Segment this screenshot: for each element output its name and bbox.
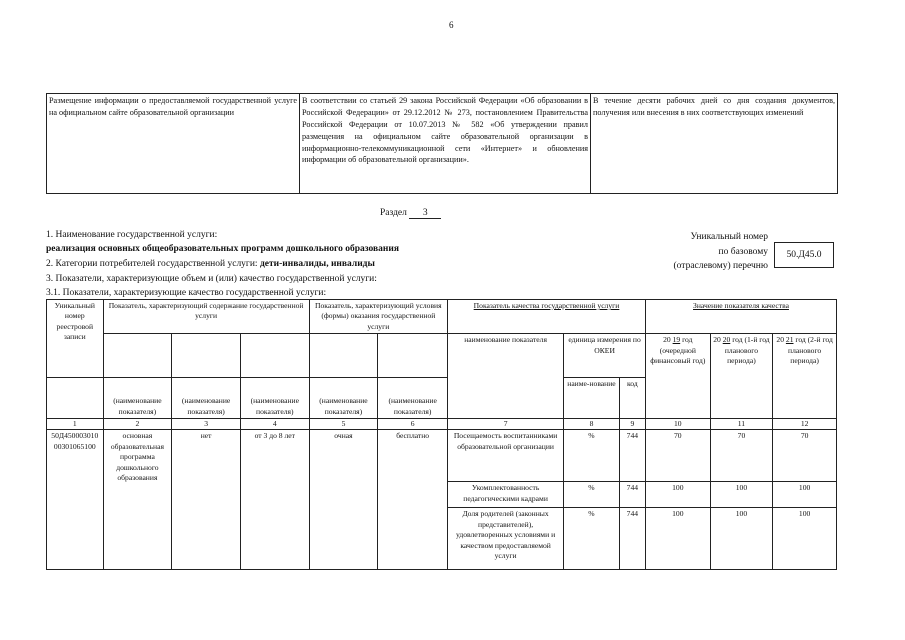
registry-code: 50Д450003010 00301065100 <box>47 430 104 570</box>
indicator-unit: % <box>564 482 620 508</box>
header-quality: Показатель качества государственной услуги <box>448 300 646 334</box>
column-index: 12 <box>773 419 837 430</box>
unique-number-box: 50.Д45.0 <box>774 242 834 268</box>
year1-value: 19 <box>672 335 681 345</box>
indicator-code: 744 <box>619 508 645 570</box>
indicator-code: 744 <box>619 482 645 508</box>
header-unique-number: Уникальный номер реестровой записи <box>47 300 104 378</box>
indicator-value-year-2: 100 <box>710 508 773 570</box>
indicator-value-year-1: 70 <box>645 430 710 482</box>
indicator-value-year-1: 100 <box>645 508 710 570</box>
header-year-1 <box>645 334 710 419</box>
header-conditions-name-2: (наименование показателя) <box>378 378 448 419</box>
column-index: 3 <box>172 419 241 430</box>
section-heading <box>380 208 441 219</box>
indicator-code: 744 <box>619 430 645 482</box>
year2-value: 20 <box>722 335 731 345</box>
column-index: 6 <box>378 419 448 430</box>
consumer-category-line <box>46 259 375 269</box>
year1-century: 20 <box>663 335 671 345</box>
header-value: Значение показателя качества <box>645 300 836 334</box>
header-year-3 <box>773 334 837 419</box>
column-index: 11 <box>710 419 773 430</box>
quality-table <box>46 299 837 570</box>
indicator-value-year-2: 100 <box>710 482 773 508</box>
header-row-1 <box>47 300 837 334</box>
age-value: от 3 до 8 лет <box>240 430 309 570</box>
indicator-unit: % <box>564 430 620 482</box>
section-label: Раздел <box>380 208 407 218</box>
quality-indicators-heading: 3.1. Показатели, характеризующие качество государственной услуги: <box>46 288 327 298</box>
service-name: реализация основных общеобразовательных программ дошкольного образования <box>46 244 399 254</box>
year2-caption: год (1-й год планового периода) <box>724 335 770 366</box>
column-index: 1 <box>47 419 104 430</box>
column-index: 7 <box>448 419 564 430</box>
indicator-value-year-3: 70 <box>773 430 837 482</box>
header-content-name-3: (наименование показателя) <box>240 378 309 419</box>
column-index-row <box>47 419 837 430</box>
header-year-2 <box>710 334 773 419</box>
table-row <box>47 430 837 482</box>
unique-number-line2: по базовому <box>718 246 768 257</box>
info-cell-method: Размещение информации о предоставляемой государственной услуге на официальном сайте образовательной организации <box>47 94 300 194</box>
unique-number-label <box>640 230 768 274</box>
service-name-label: 1. Наименование государственной услуги: <box>46 230 218 240</box>
column-index: 2 <box>103 419 172 430</box>
indicator-unit: % <box>564 508 620 570</box>
header-content: Показатель, характеризующий содержание государственной услуги <box>103 300 309 334</box>
indicator-name: Посещаемость воспитанниками образовательной организации <box>448 430 564 482</box>
header-unit-code: код <box>619 378 645 419</box>
indicator-value-year-2: 70 <box>710 430 773 482</box>
consumer-category-label: 2. Категории потребителей государственной услуги: <box>46 259 260 269</box>
info-cell-frequency: В течение десяти рабочих дней со дня создания документов, получения или внесения в них соответствующих изменений <box>591 94 838 194</box>
header-indicator-name: наименование показателя <box>448 334 564 419</box>
year2-century: 20 <box>713 335 721 345</box>
header-conditions-name-1: (наименование показателя) <box>309 378 378 419</box>
indicator-name: Укомплектованность педагогическими кадрами <box>448 482 564 508</box>
year1-caption: год (очередной финансовый год) <box>650 335 706 366</box>
header-row-2 <box>47 334 837 378</box>
header-conditions: Показатель, характеризующий условия (формы) оказания государственной услуги <box>309 300 447 334</box>
unique-number-line3: (отраслевому) перечню <box>673 261 768 271</box>
indicator-value-year-3: 100 <box>773 482 837 508</box>
program-name: основная образовательная программа дошкольного образования <box>103 430 172 570</box>
indicator-value-year-3: 100 <box>773 508 837 570</box>
info-table <box>46 93 838 194</box>
year3-century: 20 <box>776 335 784 345</box>
indicator-name: Доля родителей (законных представителей), удовлетворенных условиями и качеством предоставляемой услуги <box>448 508 564 570</box>
column-index: 5 <box>309 419 378 430</box>
indicator-value-year-1: 100 <box>645 482 710 508</box>
consumer-category-value: дети-инвалиды, инвалиды <box>259 259 375 269</box>
header-content-name-2: (наименование показателя) <box>172 378 241 419</box>
header-unit: единица измерения по ОКЕИ <box>564 334 646 378</box>
form-value: очная <box>309 430 378 570</box>
header-content-name-1: (наименование показателя) <box>103 378 172 419</box>
page-number: 6 <box>449 20 454 30</box>
column-index: 10 <box>645 419 710 430</box>
category-value: нет <box>172 430 241 570</box>
year3-value: 21 <box>785 335 794 345</box>
year3-caption: год (2-й год планового периода) <box>788 335 833 366</box>
header-unit-name: наиме-нование <box>564 378 620 419</box>
column-index: 4 <box>240 419 309 430</box>
column-index: 9 <box>619 419 645 430</box>
info-cell-basis: В соответствии со статьей 29 закона Российской Федерации «Об образовании в Российской Федерации» от 29.12.2012 № 273, постановлением Правительства Российской Федерации от 10.07.2013 № 582 «Об утверждении правил размещения на официальном сайте образовательной организации в информационно-телекоммуникационной сети «Интернет» и обновления информации об образовательной организации». <box>300 94 591 194</box>
indicators-heading: 3. Показатели, характеризующие объем и (или) качество государственной услуги: <box>46 274 377 284</box>
unique-number-line1: Уникальный номер <box>690 232 768 242</box>
section-number: 3 <box>409 208 441 219</box>
payment-value: бесплатно <box>378 430 448 570</box>
column-index: 8 <box>564 419 620 430</box>
